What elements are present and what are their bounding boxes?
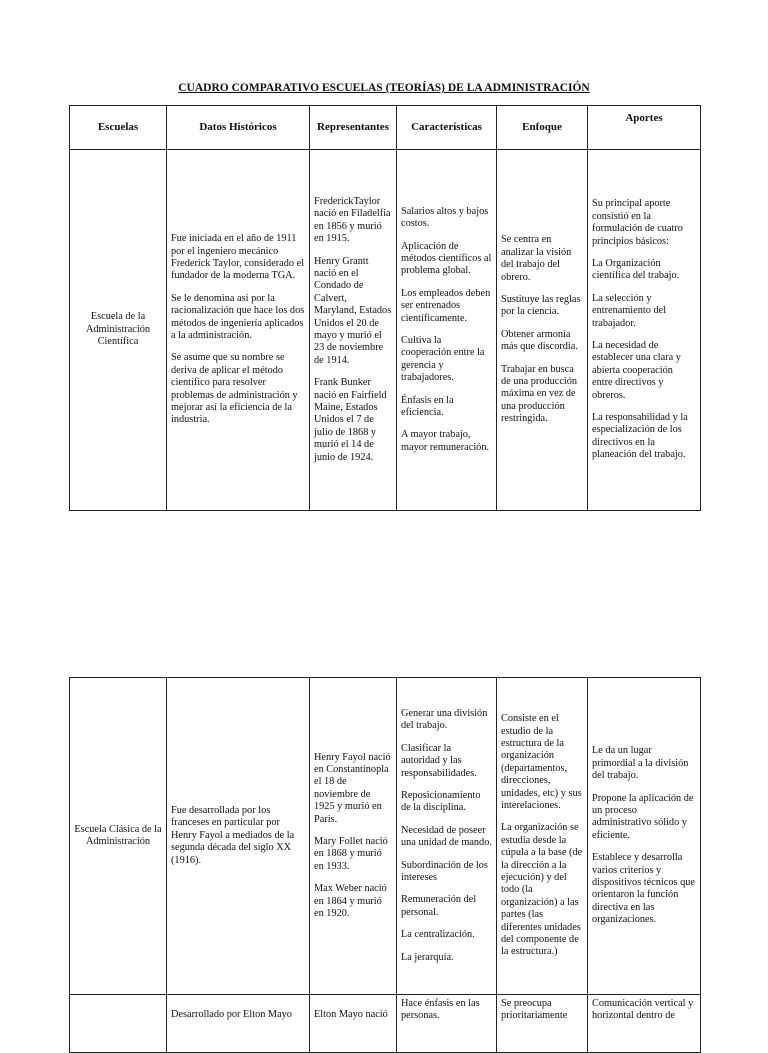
cell-aportes: Comunicación vertical y horizontal dentro de (588, 995, 701, 1053)
cell-representantes: Henry Fayol nació en Constantinopla el 18 de noviembre de 1925 y murió en Paris. Mary Follet nació en 1868 y murió en 1933. Max Weber nació en 1864 y murió en 1920. (310, 678, 397, 995)
header-aportes: Aportes (588, 106, 701, 150)
comparison-table-bottom (69, 677, 701, 1053)
cell-representantes: Elton Mayo nació (310, 995, 397, 1053)
cell-enfoque: Consiste en el estudio de la estructura de la organización (departamentos, direcciones, unidades, etc) y sus interelaciones. La organización se estudia desde la cúpula a la base (de la dirección a la ejecución) y del todo (la organización) a las partes (las diferentes unidades del componente de la estructura.) (497, 678, 588, 995)
cell-aportes: Le da un lugar primordial a la división del trabajo. Propone la aplicación de un proceso administrativo sólido y eficiente. Establece y desarrolla varios criterios y dispositivos técnicos que orientaron la función directiva en las organizaciones. (588, 678, 701, 995)
table-row (70, 150, 701, 511)
cell-datos: Fue iniciada en el año de 1911 por el ingeniero mecánico Frederick Taylor, considerado el fundador de la moderna TGA. Se le denomina así por la racionalización que hace los dos métodos de ingeniería aplicados a la administración. Se asume que su nombre se deriva de aplicar el método científico para resolver problemas de administración y mejorar así la eficiencia de la industria. (167, 150, 310, 511)
cell-enfoque: Se centra en analizar la visión del trabajo del obrero. Sustituye las reglas por la ciencia. Obtener armonía más que discordia. Trabajar en busca de una producción máxima en vez de una producción restringida. (497, 150, 588, 511)
cell-escuela: Escuela de la Administración Científica (70, 150, 167, 511)
header-enfoque: Enfoque (497, 106, 588, 150)
comparison-table-top (69, 105, 701, 511)
cell-datos: Desarrollado por Elton Mayo (167, 995, 310, 1053)
cell-aportes: Su principal aporte consistió en la formulación de cuatro principios básicos: La Organización científica del trabajo. La selección y entrenamiento del trabajador. La necesidad de establecer una clara y abierta cooperación entre directivos y obreros. La responsabilidad y la especialización de los directivos en la planeación del trabajo. (588, 150, 701, 511)
cell-caracteristicas: Salarios altos y bajos costos. Aplicación de métodos científicos al problema global. Los empleados deben ser entrenados científicamente. Cultiva la cooperación entre la gerencia y trabajadores. Énfasis en la eficiencia. A mayor trabajo, mayor remuneración. (397, 150, 497, 511)
table-header-row (70, 106, 701, 150)
cell-caracteristicas: Generar una división del trabajo. Clasificar la autoridad y las responsabilidades. Reposicionamiento de la disciplina. Necesidad de poseer una unidad de mando. Subordinación de los intereses Remuneración del personal. La centralización. La jerarquía. (397, 678, 497, 995)
table-row (70, 678, 701, 995)
header-datos-historicos: Datos Históricos (167, 106, 310, 150)
header-caracteristicas: Características (397, 106, 497, 150)
cell-caracteristicas: Hace énfasis en las personas. (397, 995, 497, 1053)
page-title: CUADRO COMPARATIVO ESCUELAS (TEORÍAS) DE LA ADMINISTRACIÓN (178, 82, 590, 94)
header-representantes: Representantes (310, 106, 397, 150)
cell-enfoque: Se preocupa prioritariamente (497, 995, 588, 1053)
cell-escuela: Escuela Clásica de la Administración (70, 678, 167, 995)
cell-datos: Fue desarrollada por los franceses en particular por Henry Fayol a mediados de la segunda década del siglo XX (1916). (167, 678, 310, 995)
header-escuelas: Escuelas (70, 106, 167, 150)
cell-representantes: FrederickTaylor nació en Filadelfia en 1856 y murió en 1915. Henry Grantt nació en el Condado de Calvert, Maryland, Estados Unidos el 20 de mayo y murió el 23 de noviembre de 1914. Frank Bunker nació en Fairfield Maine, Estados Unidos el 7 de julio de 1868 y murió el 14 de junio de 1924. (310, 150, 397, 511)
